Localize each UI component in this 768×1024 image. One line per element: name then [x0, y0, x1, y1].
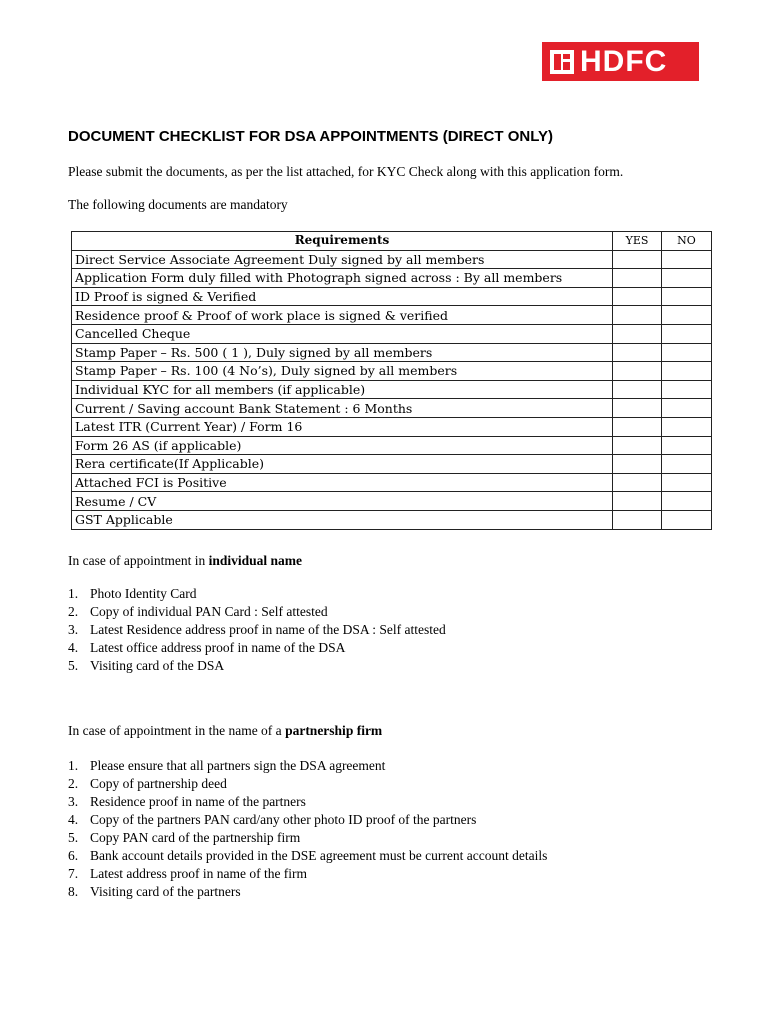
table-row: [72, 380, 712, 399]
list-item-number: 5.: [68, 830, 79, 845]
yes-checkbox-cell[interactable]: [613, 287, 662, 306]
table-row: [72, 250, 712, 269]
requirements-table: [71, 231, 712, 530]
no-checkbox-cell[interactable]: [662, 343, 712, 362]
list-item: [68, 865, 547, 883]
no-checkbox-cell[interactable]: [662, 417, 712, 436]
requirement-cell: Residence proof & Proof of work place is signed & verified: [72, 306, 613, 325]
list-item-number: 4.: [68, 640, 79, 655]
table-row: [72, 343, 712, 362]
list-item-text: Visiting card of the DSA: [90, 658, 225, 673]
individual-document-list: [68, 585, 446, 675]
requirements-body: [72, 250, 712, 529]
list-item-text: Latest Residence address proof in name of the DSA : Self attested: [90, 622, 446, 637]
yes-checkbox-cell[interactable]: [613, 250, 662, 269]
no-checkbox-cell[interactable]: [662, 510, 712, 529]
yes-checkbox-cell[interactable]: [613, 473, 662, 492]
no-checkbox-cell[interactable]: [662, 287, 712, 306]
list-item-number: 6.: [68, 848, 79, 863]
table-row: [72, 473, 712, 492]
yes-checkbox-cell[interactable]: [613, 343, 662, 362]
no-checkbox-cell[interactable]: [662, 436, 712, 455]
requirement-cell: Attached FCI is Positive: [72, 473, 613, 492]
list-item-number: 2.: [68, 604, 79, 619]
list-item-number: 2.: [68, 776, 79, 791]
table-row: [72, 436, 712, 455]
no-checkbox-cell[interactable]: [662, 269, 712, 288]
no-checkbox-cell[interactable]: [662, 250, 712, 269]
requirement-cell: Rera certificate(If Applicable): [72, 455, 613, 474]
yes-checkbox-cell[interactable]: [613, 436, 662, 455]
list-item-number: 5.: [68, 658, 79, 673]
list-item-number: 1.: [68, 758, 79, 773]
list-item-text: Latest office address proof in name of the DSA: [90, 640, 346, 655]
list-item: [68, 757, 547, 775]
yes-checkbox-cell[interactable]: [613, 510, 662, 529]
requirement-cell: Form 26 AS (if applicable): [72, 436, 613, 455]
list-item: [68, 811, 547, 829]
no-checkbox-cell[interactable]: [662, 362, 712, 381]
list-item-text: Visiting card of the partners: [90, 884, 241, 899]
yes-checkbox-cell[interactable]: [613, 417, 662, 436]
no-checkbox-cell[interactable]: [662, 306, 712, 325]
table-row: [72, 287, 712, 306]
requirement-cell: Direct Service Associate Agreement Duly signed by all members: [72, 250, 613, 269]
table-row: [72, 399, 712, 418]
yes-checkbox-cell[interactable]: [613, 362, 662, 381]
yes-checkbox-cell[interactable]: [613, 399, 662, 418]
table-row: [72, 269, 712, 288]
requirement-cell: Application Form duly filled with Photograph signed across : By all members: [72, 269, 613, 288]
intro-text: Please submit the documents, as per the list attached, for KYC Check along with this application form.: [68, 164, 624, 179]
no-checkbox-cell[interactable]: [662, 324, 712, 343]
table-row: [72, 306, 712, 325]
list-item-number: 3.: [68, 794, 79, 809]
table-row: [72, 455, 712, 474]
list-item: [68, 621, 446, 639]
requirement-cell: Individual KYC for all members (if applicable): [72, 380, 613, 399]
list-item-number: 8.: [68, 884, 79, 899]
list-item-text: Copy of partnership deed: [90, 776, 227, 791]
requirement-cell: Latest ITR (Current Year) / Form 16: [72, 417, 613, 436]
table-row: [72, 492, 712, 511]
list-item: [68, 883, 547, 901]
list-item: [68, 639, 446, 657]
no-checkbox-cell[interactable]: [662, 399, 712, 418]
list-item: [68, 603, 446, 621]
list-item-text: Copy of the partners PAN card/any other photo ID proof of the partners: [90, 812, 477, 827]
list-item-text: Photo Identity Card: [90, 586, 197, 601]
list-item-text: Bank account details provided in the DSE agreement must be current account details: [90, 848, 548, 863]
yes-checkbox-cell[interactable]: [613, 492, 662, 511]
hdfc-logo-mark-icon: [550, 50, 574, 74]
list-item-text: Copy PAN card of the partnership firm: [90, 830, 301, 845]
partnership-document-list: [68, 757, 547, 901]
partnership-heading: In case of appointment in the name of a partnership firm: [68, 723, 383, 738]
list-item-number: 7.: [68, 866, 79, 881]
no-checkbox-cell[interactable]: [662, 492, 712, 511]
list-item: [68, 585, 446, 603]
hdfc-logo: [542, 42, 699, 81]
table-row: [72, 324, 712, 343]
list-item-number: 4.: [68, 812, 79, 827]
list-item: [68, 847, 547, 865]
table-row: [72, 510, 712, 529]
yes-checkbox-cell[interactable]: [613, 455, 662, 474]
list-item-number: 3.: [68, 622, 79, 637]
header-yes: YES: [613, 232, 662, 251]
page-title: DOCUMENT CHECKLIST FOR DSA APPOINTMENTS (DIRECT ONLY): [68, 128, 554, 145]
list-item: [68, 793, 547, 811]
yes-checkbox-cell[interactable]: [613, 269, 662, 288]
no-checkbox-cell[interactable]: [662, 455, 712, 474]
requirement-cell: Stamp Paper – Rs. 500 ( 1 ), Duly signed by all members: [72, 343, 613, 362]
requirement-cell: Cancelled Cheque: [72, 324, 613, 343]
yes-checkbox-cell[interactable]: [613, 380, 662, 399]
list-item-text: Please ensure that all partners sign the DSA agreement: [90, 758, 386, 773]
no-checkbox-cell[interactable]: [662, 473, 712, 492]
yes-checkbox-cell[interactable]: [613, 324, 662, 343]
requirement-cell: Resume / CV: [72, 492, 613, 511]
list-item: [68, 829, 547, 847]
logo-text: HDFC: [580, 45, 668, 78]
header-no: NO: [662, 232, 712, 251]
list-item-text: Residence proof in name of the partners: [90, 794, 306, 809]
requirement-cell: Current / Saving account Bank Statement : 6 Months: [72, 399, 613, 418]
requirement-cell: ID Proof is signed & Verified: [72, 287, 613, 306]
no-checkbox-cell[interactable]: [662, 380, 712, 399]
list-item-number: 1.: [68, 586, 79, 601]
table-row: [72, 417, 712, 436]
list-item-text: Copy of individual PAN Card : Self attested: [90, 604, 328, 619]
list-item: [68, 657, 446, 675]
header-requirements: Requirements: [72, 232, 613, 251]
requirement-cell: GST Applicable: [72, 510, 613, 529]
individual-heading: In case of appointment in individual name: [68, 553, 302, 568]
table-row: [72, 362, 712, 381]
mandatory-note: The following documents are mandatory: [68, 197, 288, 212]
list-item: [68, 775, 547, 793]
yes-checkbox-cell[interactable]: [613, 306, 662, 325]
table-header-row: [72, 232, 712, 251]
list-item-text: Latest address proof in name of the firm: [90, 866, 308, 881]
requirement-cell: Stamp Paper – Rs. 100 (4 No’s), Duly signed by all members: [72, 362, 613, 381]
